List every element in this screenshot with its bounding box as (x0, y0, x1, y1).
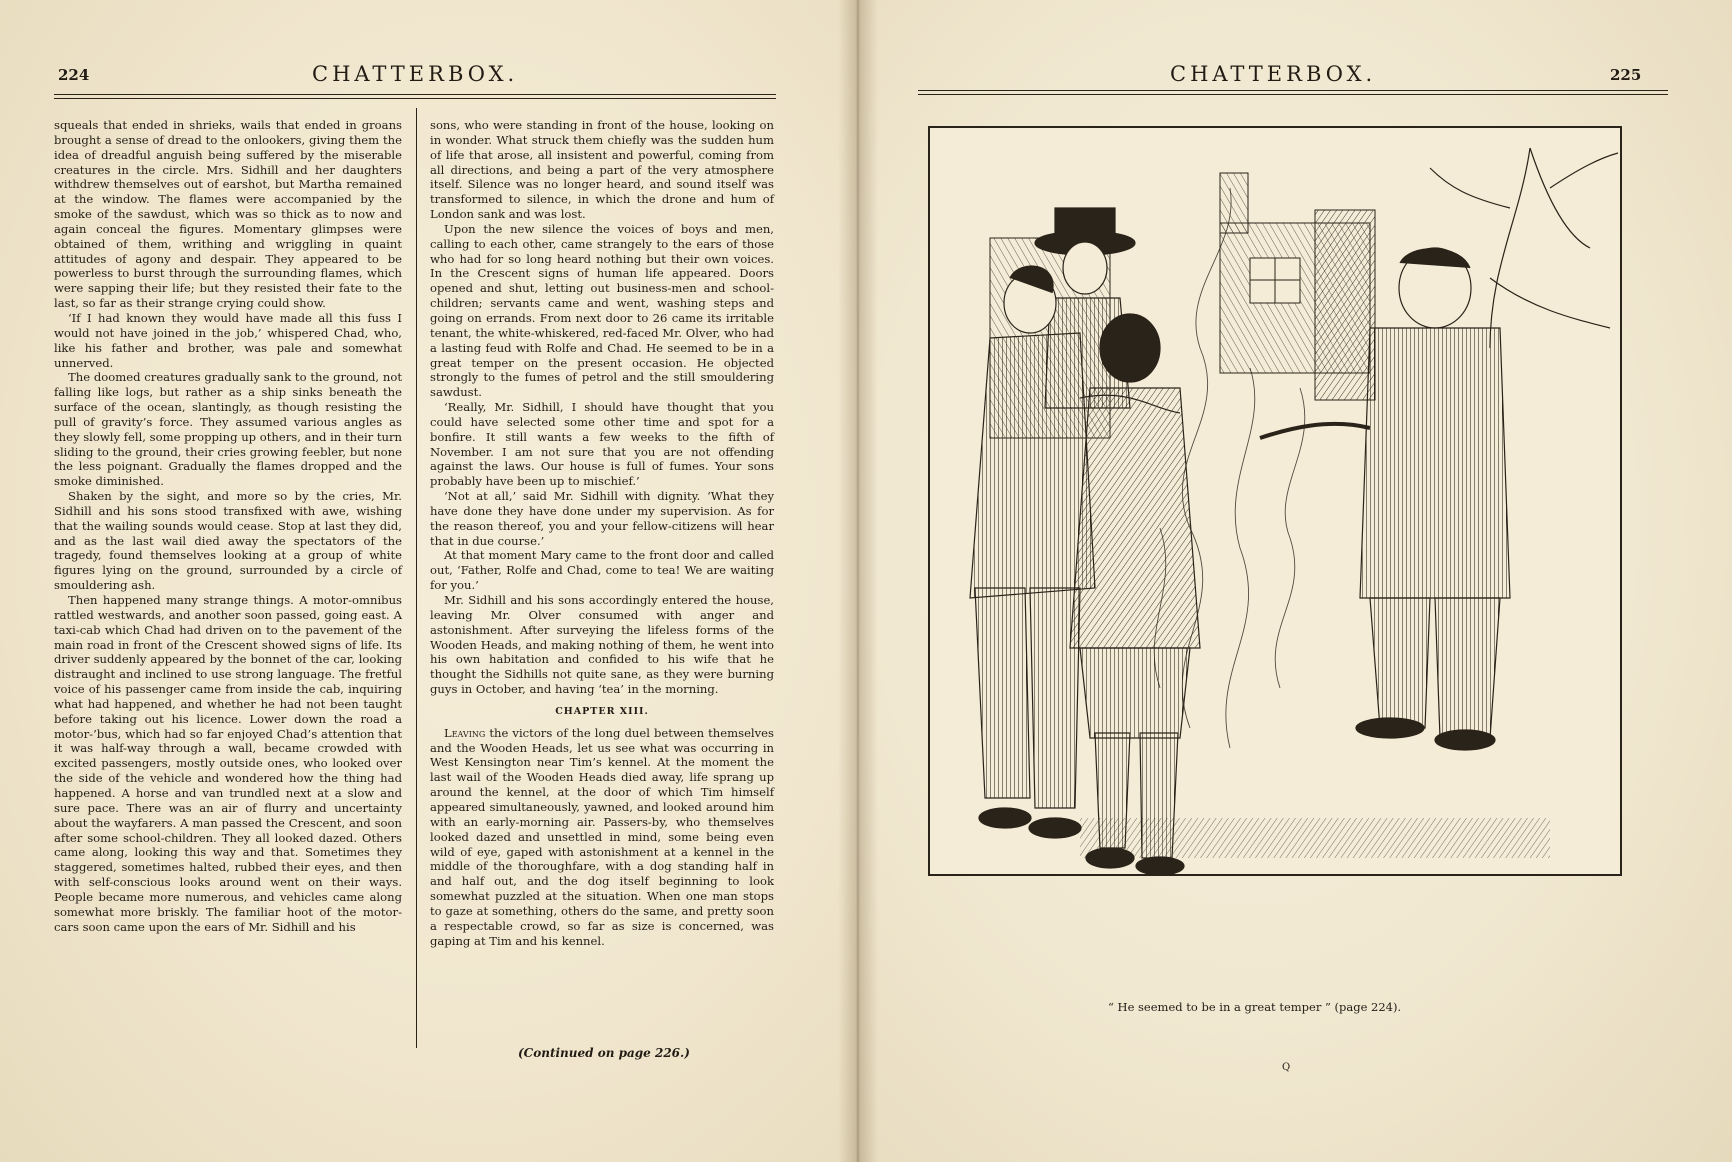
illustration (928, 126, 1622, 876)
chapter-heading: CHAPTER XIII. (555, 705, 649, 717)
right-header-rule-thin (918, 94, 1668, 95)
left-page-number: 224 (58, 66, 90, 84)
paragraph: ‘If I had known they would have made all this fuss I would not have joined in the job,’ whispered Chad, who, like his father and brother, was pale and somewhat unnerved. (54, 310, 402, 370)
paragraph: Then happened many strange things. A motor-omnibus rattled westwards, and another soon passed, going east. A taxi-cab which Chad had driven on to the pavement of the main road in front of the Crescent showed signs of life. Its driver suddenly appeared by the bonnet of the car, looking distraught and inclined to use strong language. The fretful voice of his passenger came from inside the cab, inquiring what had happened, and whether he had not been taught before taking out his licence. Lower down the road a motor-’bus, which had so far enjoyed Chad’s attention that it was half-way through a wall, became crowded with excited passengers, mostly outside ones, who looked over the side of the vehicle and wondered how the thing had happened. A horse and van trundled next at a slow and sure pace. There was an air of flurry and uncertainty about the wayfarers. A man passed the Crescent, and soon after some school-children. They all looked dazed. Others came along, looking this way and that. Sometimes they staggered, sometimes halted, rubbed their eyes, and then with self-conscious looks around went on their ways. People became more numerous, and vehicles came along somewhat more briskly. The familiar hoot of the motor-cars soon came upon the ears of Mr. Sidhill and his (54, 593, 402, 934)
continued-note: (Continued on page 226.) (518, 1046, 690, 1060)
paragraph: ‘Not at all,’ said Mr. Sidhill with dignity. ‘What they have done they have done under my supervision. As for the reason thereof, you and your fellow-citizens will hear that in due course.’ (430, 489, 774, 548)
paragraph: Mr. Sidhill and his sons accordingly entered the house, leaving Mr. Olver consumed with anger and astonishment. After surveying the lifeless forms of the Wooden Heads, and making nothing of them, he went into his own habitation and confided to his wife that he thought the Sidhills not quite sane, as they were burning guys in October, and having ‘tea’ in the morning. (430, 593, 774, 697)
left-header-rule-thin (54, 98, 776, 99)
paragraph: Upon the new silence the voices of boys and men, calling to each other, came strangely to the ears of those who had for so long heard nothing but their own voices. In the Crescent signs of human life appeared. Doors opened and shut, letting out business-men and school-children; servants came and went, washing steps and going on errands. From next door to 26 came its irritable tenant, the white-whiskered, red-faced Mr. Olver, who had a lasting feud with Rolfe and Chad. He seemed to be in a great temper on the present occasion. He objected strongly to the fumes of petrol and the still smouldering sawdust. (430, 221, 774, 400)
paragraph: At that moment Mary came to the front door and called out, ‘Father, Rolfe and Chad, come to tea! We are waiting for you.’ (430, 548, 774, 593)
left-running-head: CHATTERBOX. (312, 62, 519, 86)
left-column-2 (430, 118, 774, 948)
chapter-opening-paragraph (430, 726, 774, 949)
left-page (0, 0, 858, 1162)
right-running-head: CHATTERBOX. (1170, 62, 1377, 86)
column-2-paragraphs (430, 118, 774, 697)
right-header-rule (918, 90, 1668, 91)
figure-tall-boy (970, 266, 1095, 838)
paragraph: The doomed creatures gradually sank to the ground, not falling like logs, but rather as a ship sinks beneath the surface of the ocean, slantingly, as though resisting the pull of gravity’s force. They assumed various angles as they slowly fell, some propping up others, and in their turn sliding to the ground, their cries growing feebler, but none the less poignant. Gradually the flames dropped and the smoke diminished. (54, 370, 403, 489)
paragraph: squeals that ended in shrieks, wails that ended in groans brought a sense of dread to the onlookers, giving them the idea of dreadful anguish being suffered by the miserable creatures in the circle. Mrs. Sidhill and her daughters withdrew themselves out of earshot, but Martha remained at the window. The flames were accompanied by the smoke of the sawdust, which was so thick as to now and again conceal the figures. Momentary glimpses were obtained of them, writhing and wriggling in quaint attitudes of agony and despair. They appeared to be powerless to burst through the surrounding flames, which were sapping their life; but they resisted their fate to the last, so far as their strange crying could show. (54, 118, 402, 311)
right-page (858, 0, 1732, 1162)
paragraph: ‘Really, Mr. Sidhill, I should have thought that you could have selected some other time and spot for a bonfire. It still wants a few weeks to the fifth of November. I am not sure that you are not offending against the laws. Our house is full of fumes. Your sons probably have been up to mischief.’ (430, 400, 774, 489)
engraving-illustration (930, 128, 1620, 874)
chapter-text: the victors of the long duel between themselves and the Wooden Heads, let us see what was occurring in West Kensington near Tim’s kennel. At the moment the last wail of the Wooden Heads died away, life sprang up around the kennel, at the door of which Tim himself appeared simultaneously, yawned, and looked around him with an early-morning air. Passers-by, who themselves looked dazed and unsettled in mind, some being even wild of eye, gaped with astonishment at a kennel in the middle of the thoroughfare, with a dog standing half in and half out, and the dog itself beginning to look somewhat puzzled at the situation. When one man stops to gaze at something, others do the same, and pretty soon a respectable crowd, so far as size is concerned, was gaping at Tim and his kennel. (430, 725, 774, 948)
figure-short-boy (1070, 314, 1200, 874)
column-divider (416, 108, 417, 1048)
signature-mark: Q (1282, 1062, 1291, 1073)
left-header-rule (54, 94, 776, 95)
illustration-caption: “ He seemed to be in a great temper ” (page 224). (1108, 1000, 1402, 1014)
left-column-1 (54, 118, 402, 934)
paragraph: sons, who were standing in front of the house, looking on in wonder. What struck them chiefly was the sudden hum of life that arose, all insistent and powerful, coming from all directions, and being a part of the very atmosphere itself. Silence was no longer heard, and sound itself was transformed to silence, in which the drone and hum of London sank and was lost. (430, 118, 774, 222)
paragraph: Shaken by the sight, and more so by the cries, Mr. Sidhill and his sons stood transfixed with awe, wishing that the wailing sounds would cease. Stop at last they did, and as the last wail died away the spectators of the tragedy, found themselves looking at a group of white figures lying on the ground, surrounded by a circle of smouldering ash. (54, 489, 402, 593)
right-page-number: 225 (1610, 66, 1642, 84)
chapter-first-word: Leaving (444, 725, 486, 740)
